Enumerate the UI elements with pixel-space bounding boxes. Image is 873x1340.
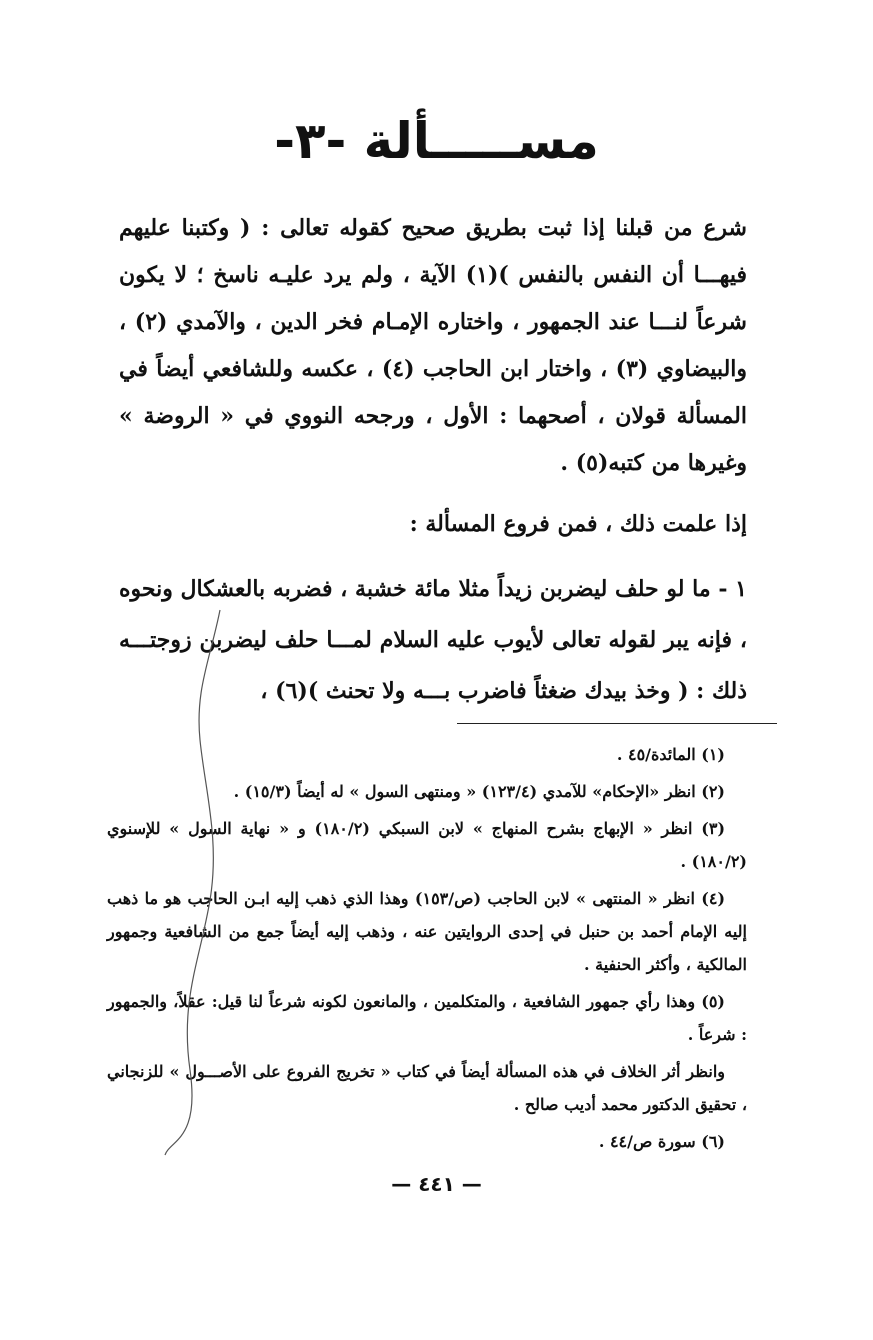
footnote-separator bbox=[457, 723, 777, 724]
intro-line: إذا علمت ذلك ، فمن فروع المسألة : bbox=[409, 511, 747, 537]
footnote-6: (٦) سورة ص/٤٤ . bbox=[598, 1132, 725, 1151]
footnote-1: (١) المائدة/٤٥ . bbox=[616, 745, 725, 764]
footnote-4: (٤) انظر « المنتهى » لابن الحاجب (ص/١٥٣) وهذا الذي ذهب إليه ابـن الحاجب هو ما ذهب إليه الإمام أحمد بن حنبل في إحدى الروايتين عنه ، وذهب إليه أيضاً جمع من الشافعية وجمهور المالكية ، وأكثر الحنفية . bbox=[107, 889, 747, 974]
footnotes bbox=[107, 738, 747, 1158]
main-paragraph: شرع من قبلنا إذا ثبت بطريق صحيح كقوله تعالى : ( وكتبنا عليهم فيهـــا أن النفس بالنفس )(١) الآية ، ولم يرد عليـه ناسخ ؛ لا يكون شرعاً لنـــا عند الجمهور ، واختاره الإمـام فخر الدين ، والآمدي (٢) ، والبيضاوي (٣) ، واختار ابن الحاجب (٤) ، عكسه وللشافعي أيضاً في المسألة قولان ، أصحهما : الأول ، ورجحه النووي في « الروضة » وغيرها من كتبه(٥) . bbox=[119, 215, 748, 476]
main-text bbox=[119, 205, 747, 717]
page-number: — ٤٤١ — bbox=[391, 1172, 482, 1196]
branch-1-paragraph: ١ - ما لو حلف ليضربن زيداً مثلا مائة خشبة ، فضربه بالعشكال ونحوه ، فإنه يبر لقوله تعالى لأيوب عليه السلام لمـــا حلف ليضربن زوجتـــه ذلك : ( وخذ بيدك ضغثاً فاضرب بـــه ولا تحنث )(٦) ، bbox=[119, 576, 747, 704]
footnote-3: (٣) انظر « الإبهاج بشرح المنهاج » لابن السبكي (١٨٠/٢) و « نهاية السول » للإسنوي (١٨٠/٢) . bbox=[107, 819, 747, 871]
issue-heading: مســـــألة -٣- bbox=[274, 112, 599, 170]
footnote-5: (٥) وهذا رأي جمهور الشافعية ، والمتكلمين ، والمانعون لكونه شرعاً لنا قيل: عقلاً، والجمهور : شرعاً . bbox=[107, 992, 747, 1044]
footnote-2: (٢) انظر «الإحكام» للآمدي (١٢٣/٤) « ومنتهى السول » له أيضاً (١٥/٣) . bbox=[233, 782, 725, 801]
footnote-5-continuation: وانظر أثر الخلاف في هذه المسألة أيضاً في كتاب « تخريج الفروع على الأصـــول » للزنجاني ، تحقيق الدكتور محمد أديب صالح . bbox=[107, 1062, 747, 1114]
